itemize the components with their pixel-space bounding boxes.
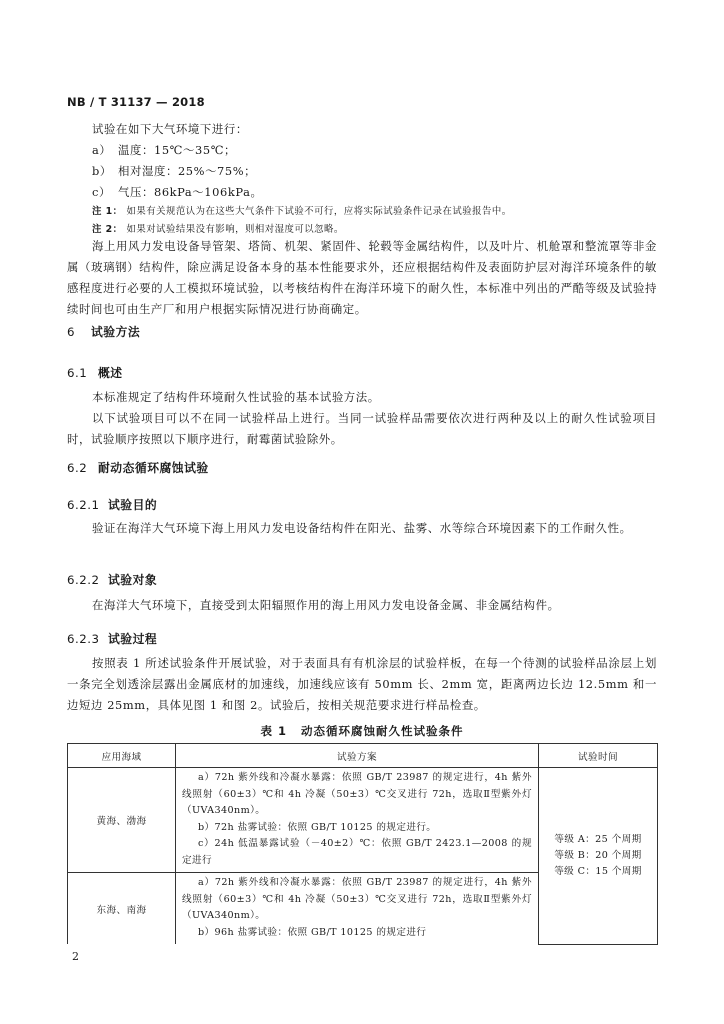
note-2 — [92, 221, 344, 235]
note-label: 注 2： — [92, 224, 123, 235]
condition-item — [92, 140, 236, 161]
section-title: 试验方法 — [91, 325, 141, 339]
condition-text: 气压：86kPa～106kPa。 — [118, 185, 263, 199]
time-grade: 等级 B：20 个周期 — [554, 849, 642, 861]
condition-text: 相对湿度：25%～75%； — [118, 164, 257, 178]
note-text: 如果有关规范认为在这些大气条件下试验不可行，应将实际试验条件记录在试验报告中。 — [126, 206, 512, 217]
overview-paragraph-2: 以下试验项目可以不在同一试验样品上进行。当同一试验样品需要依次进行两种及以上的耐久性试验项目时，试验顺序按照以下顺序进行，耐霉菌试验除外。 — [67, 411, 657, 446]
section-title: 试验过程 — [108, 632, 158, 646]
section-number: 6.1 — [67, 366, 88, 380]
section-heading-6-2-1 — [67, 496, 157, 513]
section-heading-6 — [67, 323, 140, 340]
object-paragraph: 在海洋大气环境下，直接受到太阳辐照作用的海上用风力发电设备金属、非金属结构件。 — [92, 598, 560, 612]
section-heading-6-2 — [67, 459, 209, 476]
process-paragraph: 按照表 1 所述试验条件开展试验，对于表面具有有机涂层的试验样板，在每一个待测的试验样品涂层上划一条完全划透涂层露出金属底材的加速线，加速线应该有 50mm 长、2mm 宽，距离两边长边 12.5mm 和一边短边 25mm，具体见图 1 和图 2。试验后，按相关规范要求进行样品检查。 — [67, 656, 657, 712]
plan-cell — [176, 873, 539, 945]
purpose-paragraph: 验证在海洋大气环境下海上用风力发电设备结构件在阳光、盐雾、水等综合环境因素下的工作耐久性。 — [92, 521, 632, 535]
section-title: 耐动态循环腐蚀试验 — [98, 461, 209, 475]
condition-label: b） — [92, 164, 112, 178]
table-caption — [0, 723, 724, 739]
conditions-table — [67, 743, 658, 945]
table-number: 表 1 — [260, 724, 287, 738]
note-text: 如果对试验结果没有影响，则相对湿度可以忽略。 — [126, 224, 344, 235]
plan-item: c）24h 低温暴露试验（－40±2）℃：依照 GB/T 2423.1—2008 的规定进行 — [182, 838, 532, 866]
section-title: 概述 — [98, 366, 123, 380]
overview-paragraph-1: 本标准规定了结构件环境耐久性试验的基本试验方法。 — [92, 390, 380, 404]
table-row — [68, 768, 658, 873]
section-title: 试验目的 — [108, 498, 158, 512]
time-cell — [539, 768, 658, 945]
plan-item: b）72h 盐雾试验：依照 GB/T 10125 的规定进行。 — [198, 821, 437, 833]
condition-label: a） — [92, 143, 112, 157]
note-label: 注 1： — [92, 206, 123, 217]
plan-item: b）96h 盐雾试验：依照 GB/T 10125 的规定进行 — [198, 926, 427, 938]
table-header-cell: 试验时间 — [539, 744, 658, 768]
section-heading-6-2-2 — [67, 571, 157, 588]
plan-item: a）72h 紫外线和冷凝水暴露：依照 GB/T 23987 的规定进行，4h 紫外线照射（60±3）℃和 4h 冷凝（50±3）℃交叉进行 72h，选取Ⅱ型紫外灯（UVA340nm）。 — [182, 877, 532, 921]
area-cell: 黄海、渤海 — [68, 768, 176, 873]
table-header-cell: 应用海域 — [68, 744, 176, 768]
section-number: 6.2.1 — [67, 498, 100, 512]
section-number: 6 — [67, 325, 76, 339]
section-number: 6.2.3 — [67, 632, 100, 646]
section-number: 6.2.2 — [67, 573, 100, 587]
plan-cell — [176, 768, 539, 873]
condition-label: c） — [92, 185, 111, 199]
table-title: 动态循环腐蚀耐久性试验条件 — [301, 724, 464, 738]
page-number: 2 — [72, 950, 79, 963]
time-grade: 等级 A：25 个周期 — [554, 833, 642, 845]
area-cell: 东海、南海 — [68, 873, 176, 945]
standard-number: NB / T 31137 — 2018 — [67, 95, 205, 109]
condition-text: 温度：15℃～35℃； — [118, 143, 237, 157]
condition-item — [92, 161, 256, 182]
note-1 — [92, 203, 512, 217]
condition-item — [92, 182, 262, 203]
table-header-row — [68, 744, 658, 768]
time-grade: 等级 C：15 个周期 — [554, 865, 642, 877]
intro-paragraph: 海上用风力发电设备导管架、塔筒、机架、紧固件、轮毂等金属结构件，以及叶片、机舱罩和整流罩等非金属（玻璃钢）结构件，除应满足设备本身的基本性能要求外，还应根据结构件及表面防护层对海洋环境条件的敏感程度进行必要的人工模拟环境试验，以考核结构件在海洋环境下的耐久性，本标准中列出的严酷等级及试验持续时间也可由生产厂和用户根据实际情况进行协商确定。 — [67, 239, 657, 316]
section-heading-6-2-3 — [67, 630, 157, 647]
section-number: 6.2 — [67, 461, 88, 475]
plan-item: a）72h 紫外线和冷凝水暴露：依照 GB/T 23987 的规定进行，4h 紫外线照射（60±3）℃和 4h 冷凝（50±3）℃交叉进行 72h，选取Ⅱ型紫外灯（UVA340nm）。 — [182, 772, 532, 816]
section-title: 试验对象 — [108, 573, 158, 587]
section-heading-6-1 — [67, 364, 123, 381]
table-header-cell: 试验方案 — [176, 744, 539, 768]
conditions-lead: 试验在如下大气环境下进行： — [92, 122, 248, 136]
